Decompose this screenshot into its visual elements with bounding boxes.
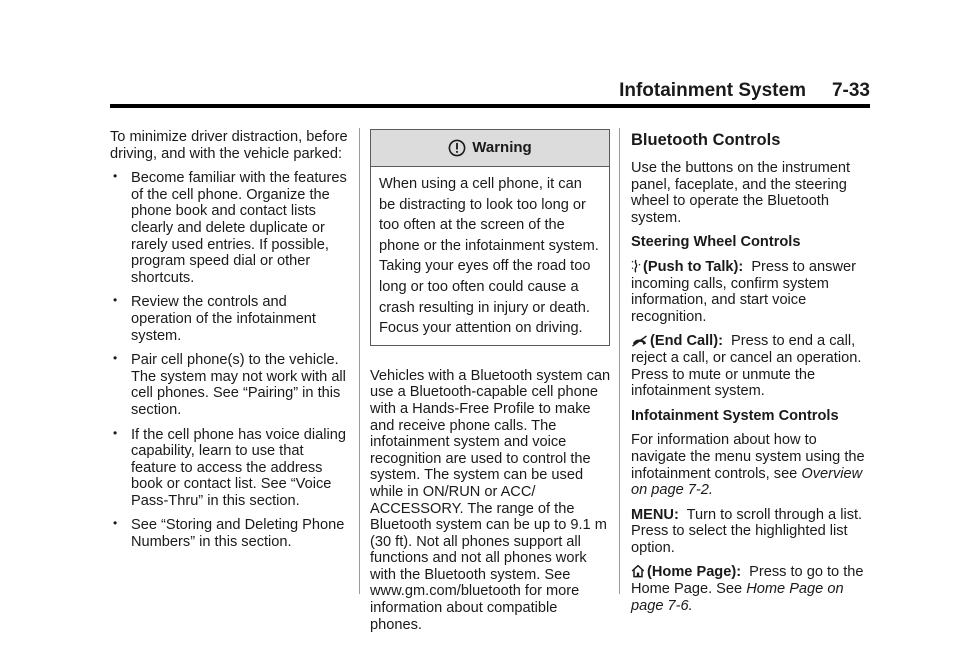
column-3 [631, 129, 873, 622]
column-divider-1 [359, 128, 360, 594]
overview-link[interactable]: Overview on page 7-2. [631, 465, 863, 499]
list-item: • Pair cell phone(s) to the vehicle. The system may not work with all cell phones. See “Pairing” in this section. [113, 351, 346, 418]
push-to-talk-text: Press to answer incoming calls, confirm system information, and start voice recognition. [631, 258, 856, 325]
section-heading: Bluetooth Controls [631, 131, 781, 149]
header-rule [110, 104, 870, 108]
bullet-icon: • [113, 293, 118, 308]
menu-entry [631, 507, 873, 557]
page-number: 7-33 [831, 80, 870, 101]
push-to-talk-icon [631, 259, 641, 273]
column-divider-2 [619, 128, 620, 594]
end-call-entry [631, 333, 873, 399]
home-icon [631, 564, 645, 578]
end-call-term: (End Call): [650, 333, 723, 350]
menu-text: Turn to scroll through a list. Press to select the highlighted list option. [631, 506, 863, 556]
end-call-icon [631, 335, 648, 347]
intro-paragraph: To minimize driver distraction, before driving, and with the vehicle parked: [110, 129, 348, 162]
list-item: • If the cell phone has voice dialing capability, learn to use that feature to access the address book or contact list. See “Voice Pass-Thru” in this section. [113, 425, 346, 509]
list-item: • Become familiar with the features of the cell phone. Organize the phone book and contact lists clearly and delete duplicate or rarely used entries. If possible, program speed dial or other shortcuts. [113, 169, 347, 286]
bullet-icon: • [113, 351, 118, 366]
tips-list [110, 170, 350, 550]
end-call-text: Press to end a call, reject a call, or cancel an operation. Press to mute or unmute the infotainment system. [631, 333, 862, 400]
column-1 [110, 129, 350, 559]
section-title: Infotainment System [619, 80, 806, 101]
warning-title: Warning [472, 138, 532, 156]
warning-body: When using a cell phone, it can be distracting to look too long or too often at the screen of the phone or the infotainment system. Taking your eyes off the road too long or too often could cause a crash resulting in injury or death. Focus your attention on driving. [379, 176, 599, 337]
push-to-talk-term: (Push to Talk): [643, 258, 744, 275]
controls-intro: Use the buttons on the instrument panel, faceplate, and the steering wheel to operate the Bluetooth system. [631, 160, 851, 226]
bluetooth-paragraph: Vehicles with a Bluetooth system can use a Bluetooth-capable cell phone with a Hands-Free Profile to make and receive phone calls. The infotainment system and voice recognition are used to control the system. The system can be used while in ON/RUN or ACC/ ACCESSORY. The range of the Bluetooth system can be up to 9.1 m (30 ft). Not all phones support all functions and not all phones work with the Bluetooth system. See www.gm.com/bluetooth for more information about compatible phones. [370, 367, 611, 633]
bullet-icon: • [113, 169, 118, 184]
column-2 [370, 129, 612, 641]
steering-heading: Steering Wheel Controls [631, 234, 801, 251]
warning-header [371, 130, 609, 167]
infotainment-heading: Infotainment System Controls [631, 407, 839, 424]
info-paragraph: For information about how to navigate the menu system using the infotainment controls, see Overview on page 7-2. [631, 432, 865, 499]
bullet-icon: • [113, 425, 118, 440]
home-text: Press to go to the Home Page. See [631, 564, 864, 598]
warning-icon [448, 139, 466, 157]
bullet-icon: • [113, 516, 118, 531]
list-item: • Review the controls and operation of the infotainment system. [113, 293, 316, 344]
home-entry [631, 564, 873, 614]
home-page-link[interactable]: Home Page on page 7-6. [631, 581, 844, 614]
warning-box [370, 129, 610, 346]
menu-term: MENU: [631, 506, 679, 523]
list-item: • See “Storing and Deleting Phone Numbers” in this section. [113, 516, 345, 551]
push-to-talk-entry [631, 259, 873, 325]
home-term: (Home Page): [647, 564, 742, 581]
page-header [110, 80, 870, 106]
